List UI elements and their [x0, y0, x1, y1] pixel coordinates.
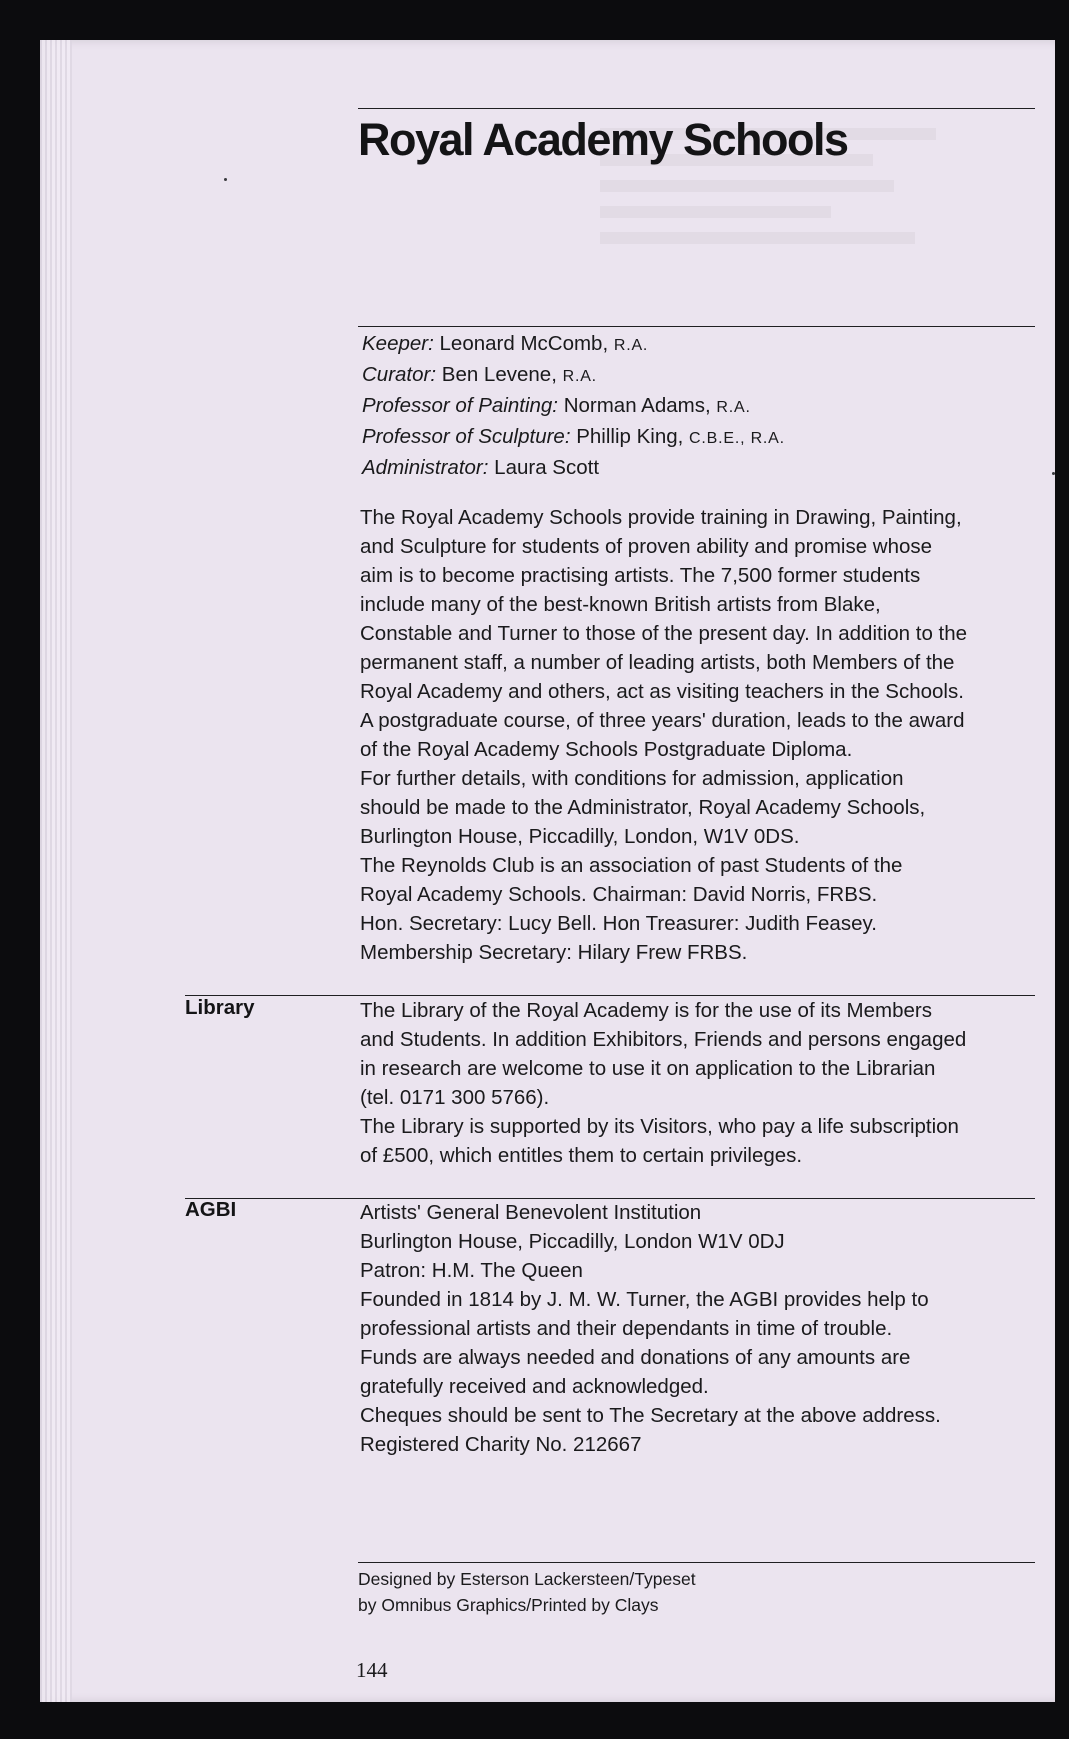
agbi-description: [360, 1198, 1040, 1459]
staff-row-professor-sculpture: [362, 422, 785, 453]
credits-line: by Omnibus Graphics/Printed by Clays: [358, 1595, 659, 1615]
text-line: in research are welcome to use it on application to the Librarian: [360, 1057, 936, 1080]
text-line: Membership Secretary: Hilary Frew FRBS.: [360, 941, 748, 964]
text-line: gratefully received and acknowledged.: [360, 1375, 709, 1398]
page-edge-stack: [40, 40, 72, 1702]
credits: [358, 1566, 696, 1618]
staff-name: Norman Adams,: [563, 394, 711, 417]
text-line: of £500, which entitles them to certain privileges.: [360, 1144, 803, 1167]
text-line: and Students. In addition Exhibitors, Friends and persons engaged: [360, 1028, 967, 1051]
text-line: The Reynolds Club is an association of past Students of the: [360, 854, 903, 877]
staff-role: Administrator:: [362, 456, 489, 479]
schools-description: [360, 503, 1040, 967]
text-line: Constable and Turner to those of the present day. In addition to the: [360, 622, 968, 645]
text-line: A postgraduate course, of three years' duration, leads to the award: [360, 709, 965, 732]
staff-name: Leonard McComb,: [439, 332, 609, 355]
staff-role: Curator:: [362, 363, 437, 386]
text-line: and Sculpture for students of proven ability and promise whose: [360, 535, 933, 558]
page-title: Royal Academy Schools: [358, 114, 848, 165]
text-line: Artists' General Benevolent Institution: [360, 1201, 702, 1224]
text-line: aim is to become practising artists. The 7,500 former students: [360, 564, 921, 587]
staff-role: Professor of Sculpture:: [362, 425, 571, 448]
page-number: 144: [356, 1658, 388, 1682]
staff-role: Keeper:: [362, 332, 434, 355]
staff-row-curator: [362, 360, 785, 391]
text-line: For further details, with conditions for admission, application: [360, 767, 904, 790]
text-line: Royal Academy and others, act as visiting teachers in the Schools.: [360, 680, 964, 703]
text-line: Royal Academy Schools. Chairman: David Norris, FRBS.: [360, 883, 878, 906]
text-line: The Library of the Royal Academy is for the use of its Members: [360, 999, 932, 1022]
text-line: Founded in 1814 by J. M. W. Turner, the AGBI provides help to: [360, 1288, 929, 1311]
text-line: include many of the best-known British artists from Blake,: [360, 593, 881, 616]
staff-honours: R.A.: [613, 337, 649, 354]
credits-line: Designed by Esterson Lackersteen/Typeset: [358, 1569, 696, 1589]
library-heading: Library: [185, 996, 255, 1019]
agbi-heading: AGBI: [185, 1198, 237, 1221]
text-line: of the Royal Academy Schools Postgraduate Diploma.: [360, 738, 853, 761]
text-line: Burlington House, Piccadilly, London, W1V 0DS.: [360, 825, 800, 848]
text-line: Registered Charity No. 212667: [360, 1433, 642, 1456]
staff-honours: C.B.E., R.A.: [689, 430, 785, 447]
text-line: Patron: H.M. The Queen: [360, 1259, 583, 1282]
dust-speck: [224, 178, 227, 181]
staff-name: Phillip King,: [576, 425, 684, 448]
text-line: (tel. 0171 300 5766).: [360, 1086, 550, 1109]
staff-rule: [358, 326, 1035, 327]
title-rule: [358, 108, 1035, 109]
text-line: permanent staff, a number of leading artists, both Members of the: [360, 651, 955, 674]
text-line: The Royal Academy Schools provide training in Drawing, Painting,: [360, 506, 962, 529]
text-line: professional artists and their dependants in time of trouble.: [360, 1317, 893, 1340]
library-description: [360, 996, 1040, 1170]
staff-name: Ben Levene,: [441, 363, 557, 386]
staff-row-keeper: [362, 329, 785, 360]
text-line: The Library is supported by its Visitors, who pay a life subscription: [360, 1115, 959, 1138]
dust-speck: [1052, 472, 1055, 475]
staff-row-administrator: [362, 453, 785, 484]
staff-honours: R.A.: [716, 399, 751, 416]
text-line: Cheques should be sent to The Secretary at the above address.: [360, 1404, 941, 1427]
text-line: Hon. Secretary: Lucy Bell. Hon Treasurer: Judith Feasey.: [360, 912, 877, 935]
credits-rule: [358, 1562, 1035, 1563]
text-line: Funds are always needed and donations of any amounts are: [360, 1346, 911, 1369]
staff-name: Laura Scott: [494, 456, 600, 479]
staff-honours: R.A.: [562, 368, 597, 385]
text-line: should be made to the Administrator, Royal Academy Schools,: [360, 796, 926, 819]
staff-role: Professor of Painting:: [362, 394, 558, 417]
text-line: Burlington House, Piccadilly, London W1V 0DJ: [360, 1230, 785, 1253]
staff-row-professor-painting: [362, 391, 785, 422]
staff-list: [362, 329, 785, 484]
